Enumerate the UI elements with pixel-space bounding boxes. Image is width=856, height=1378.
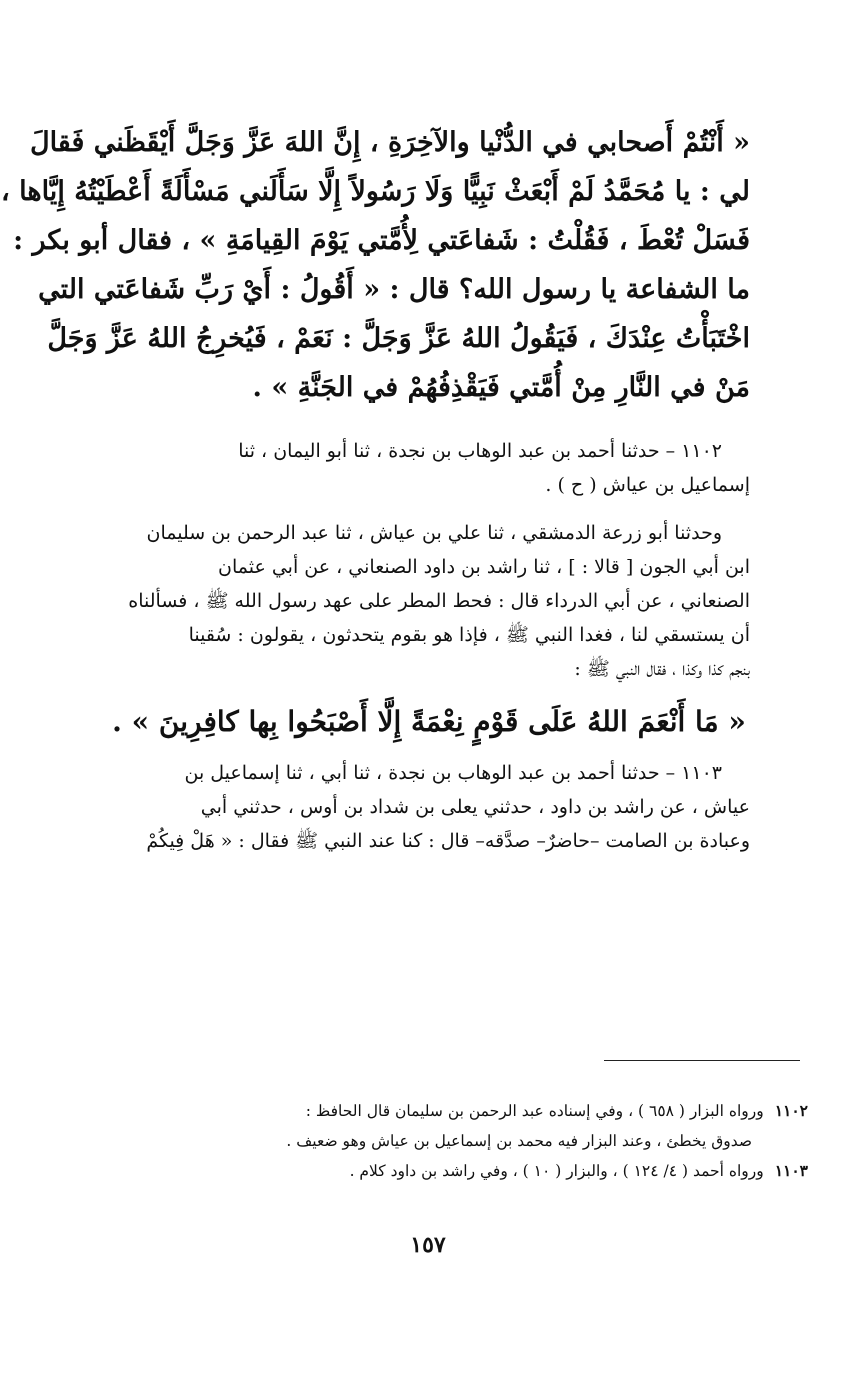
text-line: وعبادة بن الصامت –حاضرٌ– صدَّقه– قال : كنا عند النبي ﷺ فقال : « هَلْ فِيكُمْ — [146, 830, 750, 852]
hadith-1102 — [108, 434, 750, 502]
footnote-1103 — [108, 1156, 808, 1186]
footnote-1102 — [108, 1096, 808, 1126]
page-number: ١٥٧ — [410, 1232, 446, 1258]
footnotes — [108, 1096, 808, 1186]
text-line: اخْتَبَأْتُ عِنْدَكَ ، فَيَقُولُ اللهُ عَزَّ وَجَلَّ : نَعَمْ ، فَيُخرِجُ اللهُ عَزَّ وَجَلَّ — [47, 323, 750, 354]
text-line: مَنْ في النَّارِ مِنْ أُمَّتي فَيَقْذِفُهُمْ في الجَنَّةِ » . — [252, 372, 750, 403]
text-line: « أَنْتُمْ أَصحابي في الدُّنْيا والآخِرَةِ ، إِنَّ اللهَ عَزَّ وَجَلَّ أَيْقَظَني فَقالَ — [29, 127, 750, 158]
text-line: ما الشفاعة يا رسول الله؟ قال : « أَقُولُ : أَيْ رَبِّ شَفاعَتي التي — [38, 274, 750, 305]
prophetic-quote: « مَا أَنْعَمَ اللهُ عَلَى قَوْمٍ نِعْمَةً إِلَّا أَصْبَحُوا بِها كافِرِينَ » . — [112, 705, 746, 738]
text-line: ابن أبي الجون [ قالا : ] ، ثنا راشد بن داود الصنعاني ، عن أبي عثمان — [217, 556, 750, 578]
text-line: وحدثنا أبو زرعة الدمشقي ، ثنا علي بن عياش ، ثنا عبد الرحمن بن سليمان — [146, 522, 722, 544]
text-line: إسماعيل بن عياش ( ح ) . — [545, 474, 750, 496]
hadith-1103 — [108, 756, 750, 858]
footnote-text: ورواه أحمد ( ٤/ ١٢٤ ) ، والبزار ( ١٠ ) ، وفي راشد بن داود كلام . — [349, 1162, 764, 1180]
opening-hadith — [1, 118, 750, 412]
text-line: ١١٠٣ – حدثنا أحمد بن عبد الوهاب بن نجدة ، ثنا أبي ، ثنا إسماعيل بن — [184, 762, 722, 784]
hadith-1102-second-chain — [108, 516, 750, 742]
text-line: أن يستسقي لنا ، فغدا النبي ﷺ ، فإذا هو بقوم يتحدثون ، يقولون : سُقينا — [188, 624, 750, 646]
footnote-divider — [604, 1060, 800, 1061]
footnote-number: ١١٠٢ — [774, 1101, 808, 1120]
text-line: عياش ، عن راشد بن داود ، حدثني يعلى بن شداد بن أوس ، حدثني أبي — [200, 796, 750, 818]
footnote-number: ١١٠٣ — [774, 1161, 808, 1180]
text-line: فَسَلْ تُعْطَ ، فَقُلْتُ : شَفاعَتي لِأُمَّتي يَوْمَ القِيامَةِ » ، فقال أبو بكر : — [13, 225, 750, 256]
page-body — [1, 118, 750, 858]
text-line: بنجم كذا وكذا ، فقال النبي ﷺ : — [574, 658, 750, 680]
text-line: لي : يا مُحَمَّدُ لَمْ أَبْعَثْ نَبِيًّا وَلَا رَسُولاً إِلَّا سَأَلَني مَسْأَلَةً أَعْطَيْتُهُ إِيَّاها ، — [1, 176, 750, 207]
footnote-text: ورواه البزار ( ٦٥٨ ) ، وفي إسناده عبد الرحمن بن سليمان قال الحافظ : — [305, 1102, 764, 1120]
footnote-continuation: صدوق يخطئ ، وعند البزار فيه محمد بن إسماعيل بن عياش وهو ضعيف . — [286, 1132, 752, 1150]
text-line: الصنعاني ، عن أبي الدرداء قال : فحط المطر على عهد رسول الله ﷺ ، فسألناه — [128, 590, 750, 612]
text-line: ١١٠٢ – حدثنا أحمد بن عبد الوهاب بن نجدة ، ثنا أبو اليمان ، ثنا — [238, 440, 722, 462]
